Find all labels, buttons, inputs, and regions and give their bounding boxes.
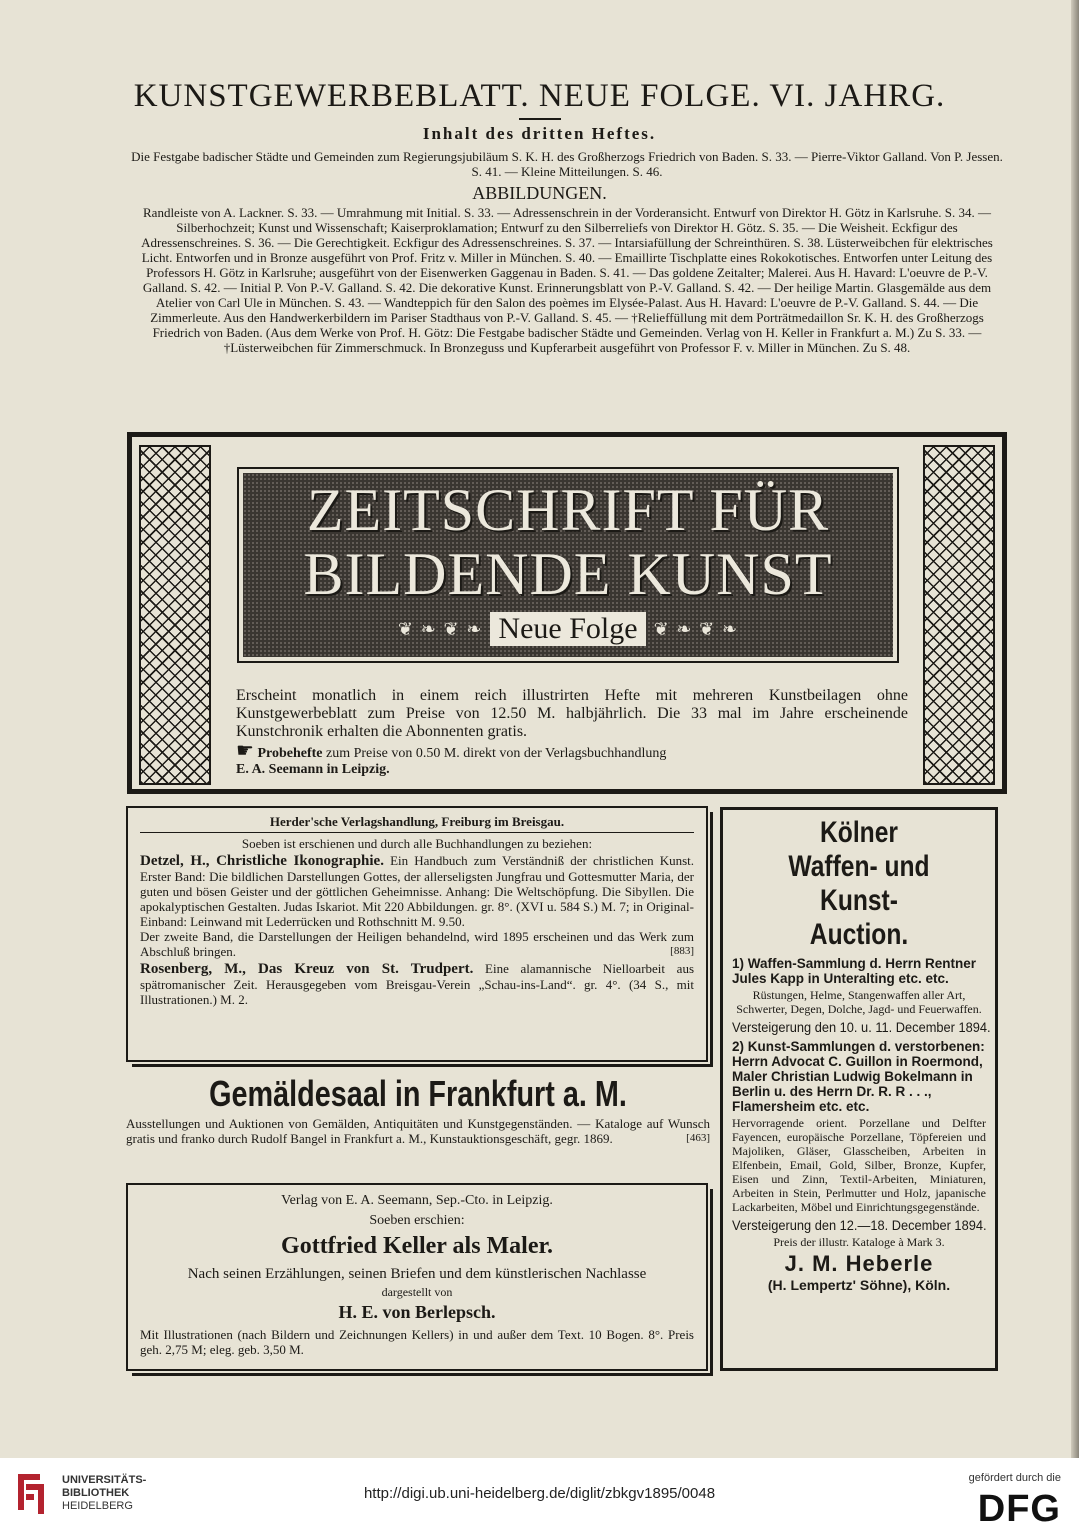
frankfurt-title: Gemäldesaal in Frankfurt a. M.	[209, 1073, 627, 1114]
catalog-price: Preis der illustr. Kataloge à Mark 3.	[773, 1235, 945, 1249]
zfbk-probe-line	[236, 740, 908, 778]
funded-by-label: gefördert durch die	[968, 1472, 1061, 1484]
journal-title: KUNSTGEWERBEBLATT. NEUE FOLGE. VI. JAHRG.	[133, 78, 946, 114]
zfbk-masthead	[237, 467, 899, 663]
masthead-line3: Neue Folge	[490, 612, 645, 646]
koelner-title-line2: Waffen- und Kunst-	[788, 850, 930, 917]
book1-ref: [883]	[670, 945, 694, 957]
herder-advertisement	[126, 806, 708, 1062]
seemann-by: dargestellt von	[381, 1285, 453, 1299]
book2-title: Rosenberg, M., Das Kreuz von St. Trudpert.	[140, 961, 474, 977]
probe-text: zum Preise von 0.50 M. direkt von der Verlagsbuchhandlung	[326, 746, 667, 761]
herder-heading: Herder'sche Verlagshandlung, Freiburg im Breisgau.	[269, 814, 565, 829]
seemann-heading: Verlag von E. A. Seemann, Sep.-Cto. in Leipzig.	[281, 1193, 553, 1208]
seemann-book-title: Gottfried Keller als Maler.	[281, 1233, 553, 1259]
ornament-border-right	[923, 445, 995, 785]
frankfurt-text: Ausstellungen und Auktionen von Gemälden, Antiquitäten und Kunstgegenständen. — Kataloge auf Wunsch gratis und franko durch Rudolf Bangel in Frankfurt a. M., Kunstauktionsgeschäft, gegr. 1869.	[126, 1116, 710, 1146]
ornament-border-left	[139, 445, 211, 785]
page-edge	[1071, 0, 1079, 1458]
frankfurt-ref: [463]	[686, 1132, 710, 1144]
zfbk-advertisement	[127, 432, 1007, 794]
masthead-line1: ZEITSCHRIFT FÜR	[306, 477, 830, 543]
koelner-title-line1: Kölner	[820, 816, 898, 849]
item1-head: 1) Waffen-Sammlung d. Herrn Rentner Jules Kapp in Unteralting etc. etc.	[732, 956, 977, 986]
illustrations-heading: ABBILDUNGEN.	[472, 183, 607, 203]
ornament-right-icon: ❦ ❧ ❦ ❧	[653, 618, 739, 640]
item2-text: Hervorragende orient. Porzellane und Delfter Fayencen, europäische Porzellane, Töpfereien und Majoliken, Gläser, Glasscheiben, Arbeiten in Elfenbein, Email, Gold, Silber, Bronze, Kupfer, Eisen und Zinn, Textil-Arbeiten, Miniaturen, Arbeiten in Stein, Perlmutter und Holz, japanische Lackarbeiten, Möbel und Einrichtungsgegenstände.	[732, 1116, 986, 1214]
masthead-line2: BILDENDE KUNST	[303, 541, 833, 607]
seemann-intro: Soeben erschien:	[369, 1213, 465, 1228]
firm-name: J. M. Heberle	[784, 1251, 934, 1276]
item1-date: Versteigerung den 10. u. 11. December 1894.	[732, 1020, 991, 1035]
item2-head: 2) Kunst-Sammlungen d. verstorbenen: Herrn Advocat C. Guillon in Roermond, Maler Christian Ludwig Bokelmann in Berlin u. des Herrn Dr. R. R . . ., Flamersheim etc. etc.	[732, 1039, 985, 1114]
book1-title: Detzel, H., Christliche Ikonographie.	[140, 853, 384, 869]
seemann-details: Mit Illustrationen (nach Bildern und Zeichnungen Kellers) in und außer dem Text. 10 Bogen. 8°. Preis geh. 2,75 M; eleg. geb. 3,50 M.	[140, 1327, 694, 1357]
permalink[interactable]: http://digi.ub.uni-heidelberg.de/diglit/zbkgv1895/0048	[363, 1485, 716, 1502]
herder-intro: Soeben ist erschienen und durch alle Buchhandlungen zu beziehen:	[241, 836, 593, 851]
book2-text: Eine alamannische Nielloarbeit aus spätromanischer Zeit. Herausgegeben vom Breisgau-Verein „Schau-ins-Land“. gr. 4°. (34 S., mit Illustrationen.) M. 2.	[140, 961, 695, 1007]
illustrations-text: Randleiste von A. Lackner. S. 33. — Umrahmung mit Initial. S. 33. — Adressenschrein in der Vorderansicht. Entwurf von Direktor H. Götz in Karlsruhe. S. 34. — Silberhochzeit; Kunst und Wissenschaft; Kaiserproklamation; Entwurf zu den Silberreliefs von Direktor H. Götz. S. 35. — Die Weisheit. Eckfigur des Adressenschreines. S. 36. — Die Gerechtigkeit. Eckfigur des Adressenschreines. S. 37. — Intarsiafüllung der Schreinthüren. S. 38. Lüsterweibchen für elektrisches Licht. Entworfen und in Bronze ausgeführt von Prof. Fritz v. Miller in München. S. 40. — Emaillirte Tischplatte eines Rokokotisches. Entworfen unter Leitung des Professors H. Götz in Karlsruhe; ausgeführt von der Eisenwerken Gaggenau in Baden. S. 41. — Das goldene Zeitalter; Malerei. Aus H. Havard: L'oeuvre de P.-V. Galland. S. 42. — Initial P. Von P.-V. Galland. S. 42. Die dekorative Kunst. Erinnerungsblatt von P.-V. Galland. S. 42. — Der heilige Martin. Glasgemälde aus dem Atelier von Carl Ule in München. S. 43. — Wandteppich für den Salon des poèmes im Elysée-Palast. Aus H. Havard: L'oeuvre de P.-V. Galland. S. 44. — Die Zimmerleute. Aus den Handwerkerbildern im Pariser Stadthaus von P.-V. Galland. S. 45. — †Relieffüllung mit dem Porträtmedaillon Sr. K. H. des Großherzogs Friedrich von Baden. (Aus dem Werke von Prof. H. Götz: Die Festgabe badischer Städte und Gemeinden. Verlag von H. Keller in Frankfurt a. M.) Zu S. 33. — †Lüsterweibchen für Zimmerschmuck. In Bronzeguss und Kupferarbeit ausgeführt von Professor F. v. Miller in München. Zu S. 48.	[141, 205, 993, 355]
zfbk-description: Erscheint monatlich in einem reich illustrirten Hefte mit mehreren Kunstbeilagen ohne Kunstgewerbeblatt zum Preise von 12.50 M. halbjährlich. Die 33 mal im Jahre erscheinende Kunstchronik erhalten die Abonnenten gratis.	[236, 687, 908, 740]
publisher-city: in Leipzig.	[326, 762, 390, 777]
pointing-hand-icon: ☛	[236, 740, 254, 762]
koelner-title-line3: Auction.	[809, 918, 909, 951]
seemann-author: H. E. von Berlepsch.	[338, 1302, 496, 1322]
firm-subtitle: (H. Lempertz' Söhne), Köln.	[767, 1277, 951, 1293]
seemann-advertisement	[126, 1183, 708, 1371]
seemann-subtitle: Nach seinen Erzählungen, seinen Briefen und dem künstlerischen Nachlasse	[187, 1266, 647, 1282]
ornament-left-icon: ❦ ❧ ❦ ❧	[397, 618, 483, 640]
institution-name: UNIVERSITÄTS- BIBLIOTHEK HEIDELBERG	[62, 1474, 147, 1512]
item1-text: Rüstungen, Helme, Stangenwaffen aller Art, Schwerter, Degen, Dolche, Jagd- und Feuerwaffen.	[736, 988, 982, 1016]
koelner-auction-advertisement	[720, 807, 998, 1371]
probe-label: Probehefte	[257, 746, 323, 761]
frankfurt-advertisement	[126, 1072, 710, 1146]
book1-text: Ein Handbuch zum Verständniß der christlichen Kunst. Erster Band: Die bildlichen Darstellungen Gottes, der allerseligsten Jungfrau und Gottesmutter Maria, der guten und bösen Geister und der göttlichen Geheimnisse. Anhang: Die Weltschöpfung. Die Sibyllen. Die apokalyptischen Gestalten. Judas Iskariot. Mit 220 Abbildungen. gr. 8°. (XVI u. 584 S.) M. 7; in Original-Einband: Leinwand mit Lederrücken und Rothschnitt M. 9.50.	[140, 853, 695, 929]
contents-text: Die Festgabe badischer Städte und Gemeinden zum Regierungsjubiläum S. K. H. des Großherzogs Friedrich von Baden. S. 33. — Pierre-Viktor Galland. Von P. Jessen. S. 41. — Kleine Mitteilungen. S. 46.	[131, 149, 1003, 179]
item2-date: Versteigerung den 12.—18. December 1894.	[732, 1218, 987, 1233]
publisher-name: E. A. Seemann	[236, 762, 324, 777]
contents-heading: Inhalt des dritten Heftes.	[422, 124, 657, 143]
digitization-footer	[0, 1458, 1079, 1538]
dfg-logo: DFG	[977, 1488, 1061, 1530]
book1-note: Der zweite Band, die Darstellungen der Heiligen behandelnd, wird 1895 erscheinen und das Werk zum Abschluß bringen.	[140, 929, 694, 959]
title-divider	[519, 118, 561, 120]
